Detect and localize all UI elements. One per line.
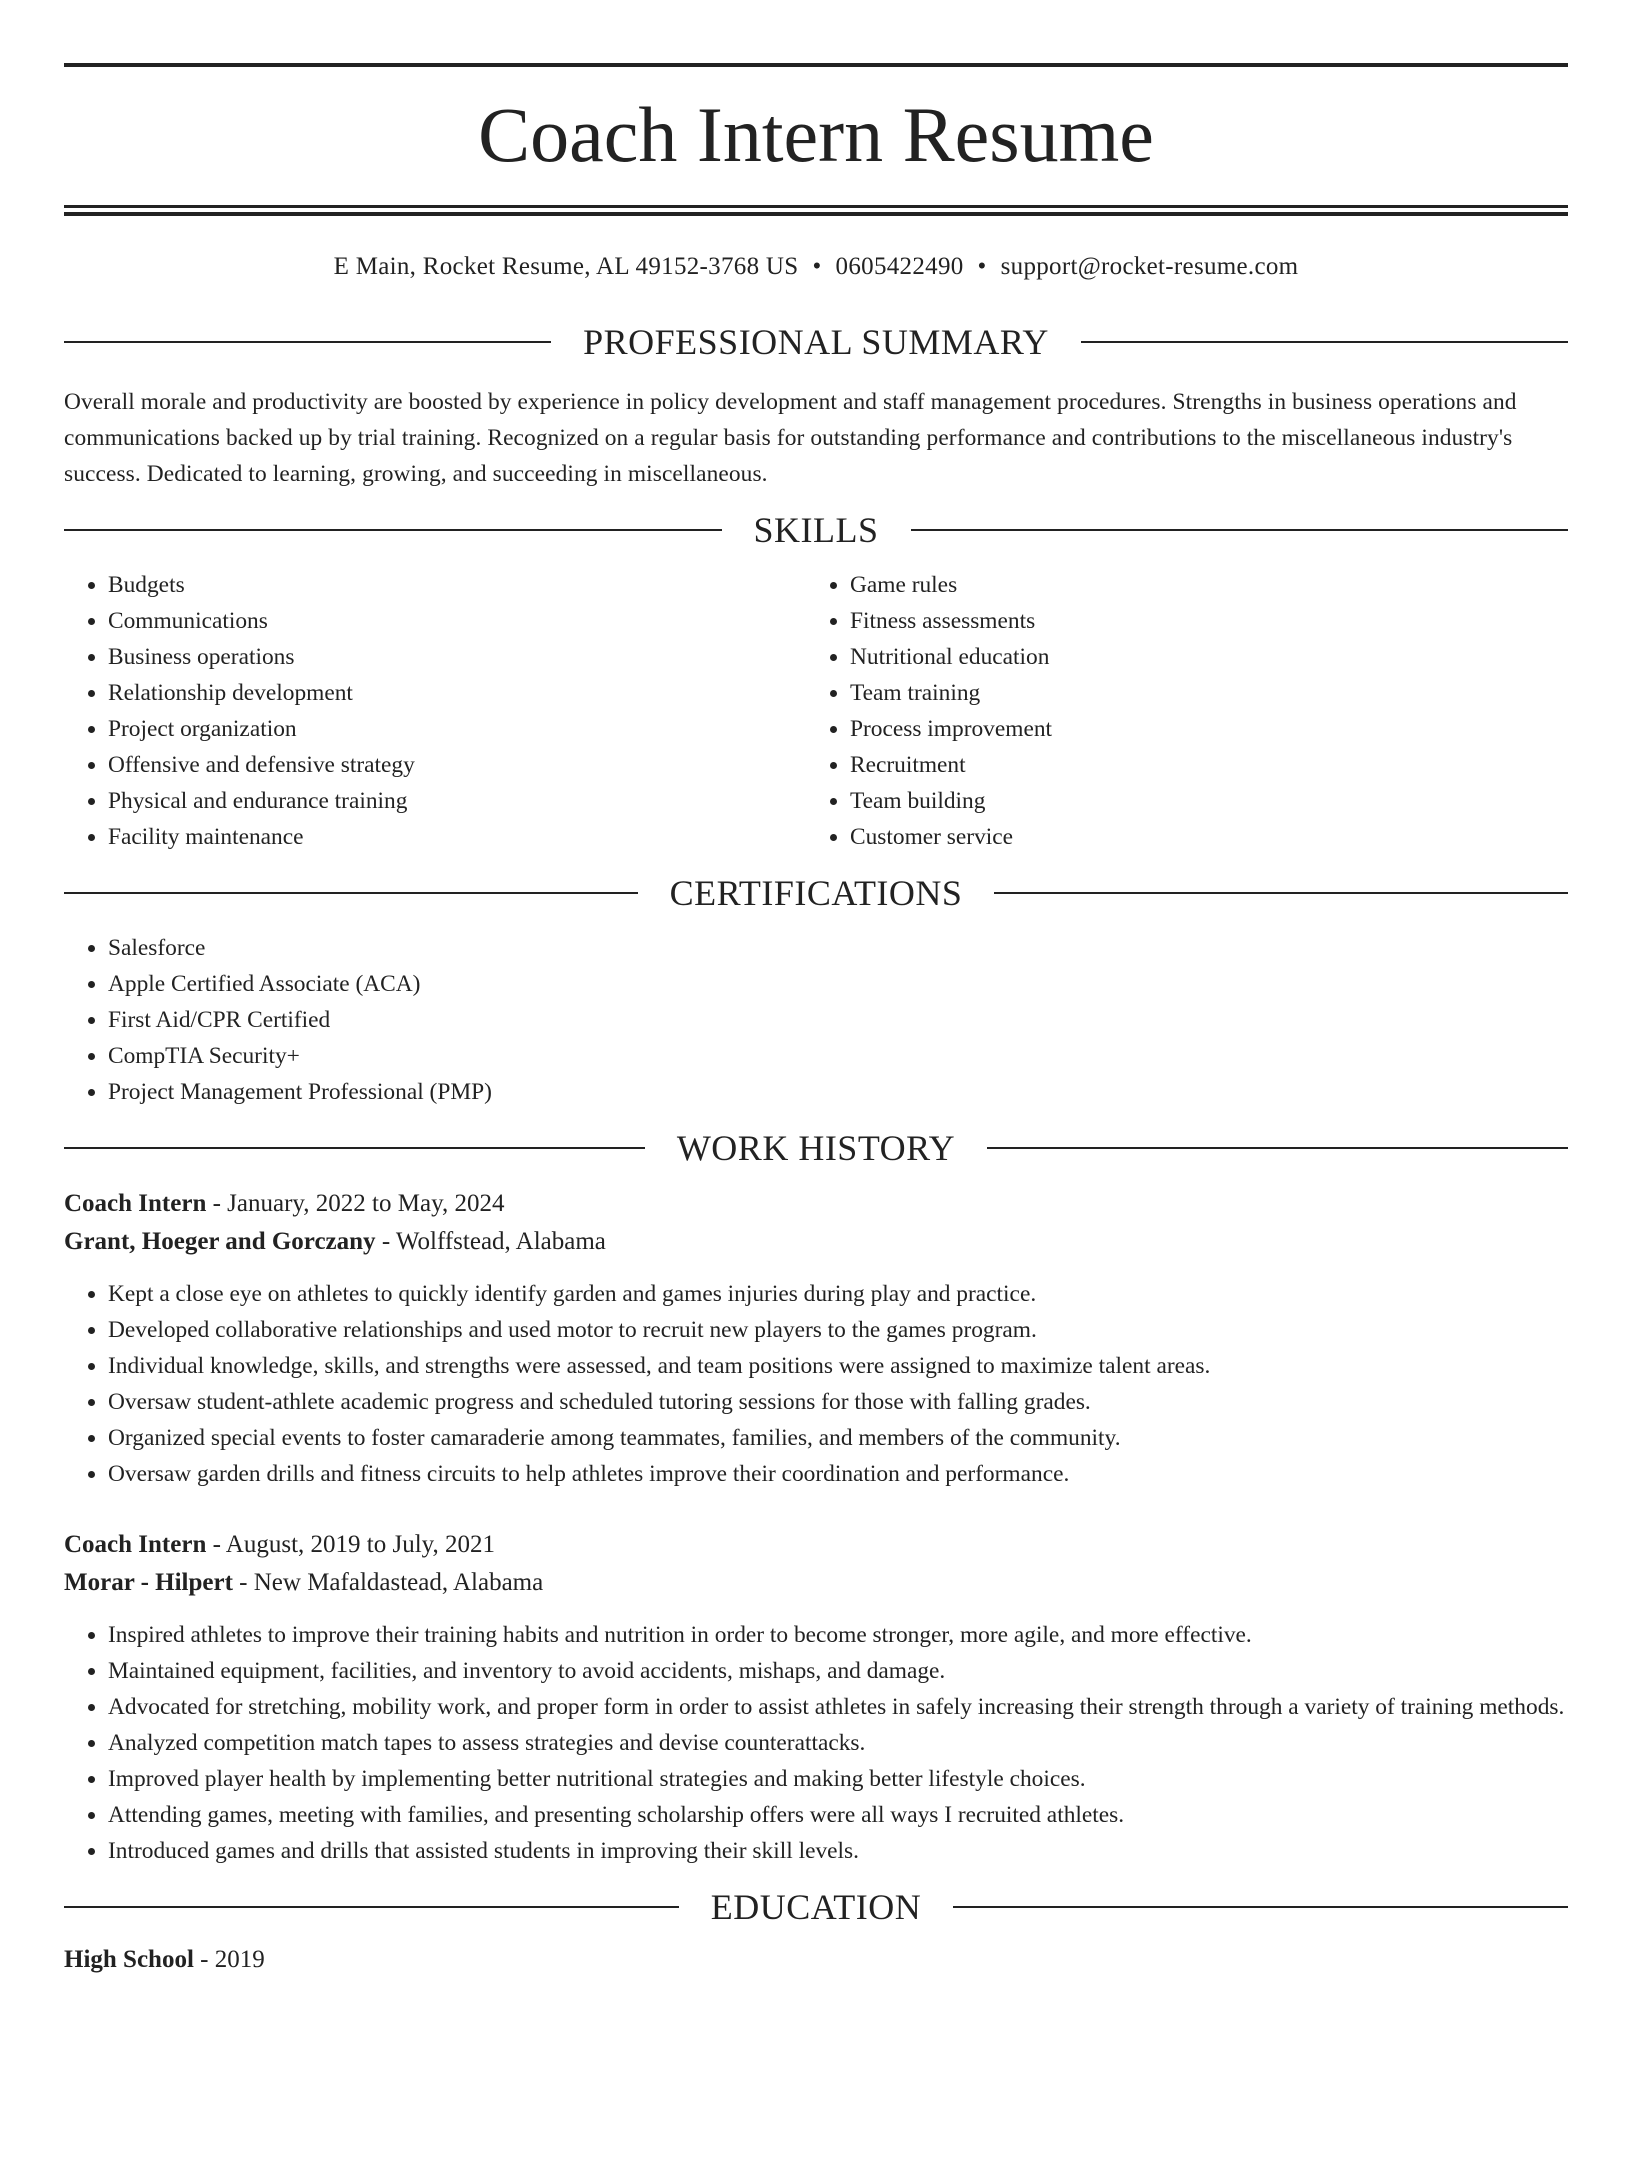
certification-item: • First Aid/CPR Certified	[108, 1002, 1568, 1038]
skill-item: • Recruitment	[850, 747, 1548, 783]
contact-line	[64, 252, 1568, 282]
job-duty: • Analyzed competition match tapes to assess strategies and devise counterattacks.	[108, 1725, 1568, 1761]
skills-list-left	[64, 567, 806, 855]
skill-item: • Game rules	[850, 567, 1548, 603]
job-dates: - August, 2019 to July, 2021	[206, 1531, 496, 1558]
heading-rule-left	[64, 1147, 645, 1149]
job-entry	[64, 1526, 1568, 1869]
skills-heading-text: SKILLS	[753, 510, 879, 550]
job-duty: • Oversaw student-athlete academic progress and scheduled tutoring sessions for those with falling grades.	[108, 1384, 1568, 1420]
skill-item: • Offensive and defensive strategy	[108, 747, 806, 783]
title-double-rule	[64, 205, 1568, 216]
job-duty: • Oversaw garden drills and fitness circuits to help athletes improve their coordination and performance.	[108, 1456, 1568, 1492]
skill-item: • Budgets	[108, 567, 806, 603]
skills-list-right	[806, 567, 1548, 855]
skill-item: • Business operations	[108, 639, 806, 675]
certification-item: • Salesforce	[108, 930, 1568, 966]
certification-item: • Apple Certified Associate (ACA)	[108, 966, 1568, 1002]
education-entry	[64, 1941, 1568, 1979]
contact-email: support@rocket-resume.com	[1000, 253, 1299, 280]
certification-item: • CompTIA Security+	[108, 1038, 1568, 1074]
job-company: Grant, Hoeger and Gorczany	[64, 1228, 376, 1255]
education-year: - 2019	[193, 1946, 265, 1973]
job-duty: • Maintained equipment, facilities, and inventory to avoid accidents, mishaps, and damage.	[108, 1653, 1568, 1689]
summary-heading-text: PROFESSIONAL SUMMARY	[583, 322, 1049, 362]
job-company-line	[64, 1564, 1568, 1602]
skill-item: • Facility maintenance	[108, 819, 806, 855]
job-entry	[64, 1185, 1568, 1492]
job-title-line	[64, 1185, 1568, 1223]
job-title: Coach Intern	[64, 1190, 207, 1217]
skills-heading	[64, 510, 1568, 550]
job-duty: • Introduced games and drills that assisted students in improving their skill levels.	[108, 1833, 1568, 1869]
skills-grid	[64, 567, 1568, 855]
job-company-line	[64, 1223, 1568, 1261]
job-duty: • Improved player health by implementing better nutritional strategies and making better lifestyle choices.	[108, 1761, 1568, 1797]
job-duties-list	[64, 1276, 1568, 1492]
contact-separator: •	[977, 253, 987, 280]
skill-item: • Team training	[850, 675, 1548, 711]
summary-heading	[64, 322, 1568, 362]
job-duties-list	[64, 1617, 1568, 1869]
education-heading-text: EDUCATION	[710, 1887, 922, 1927]
job-location: - Wolffstead, Alabama	[375, 1228, 606, 1255]
resume-page	[0, 63, 1632, 2175]
certifications-heading	[64, 873, 1568, 913]
job-location: - New Mafaldastead, Alabama	[232, 1569, 544, 1596]
heading-rule-left	[64, 341, 551, 343]
skill-item: • Physical and endurance training	[108, 783, 806, 819]
job-duty: • Developed collaborative relationships and used motor to recruit new players to the games program.	[108, 1312, 1568, 1348]
skill-item: • Relationship development	[108, 675, 806, 711]
job-dates: - January, 2022 to May, 2024	[206, 1190, 505, 1217]
job-title-line	[64, 1526, 1568, 1564]
job-duty: • Advocated for stretching, mobility work, and proper form in order to assist athletes in safely increasing their strength through a variety of training methods.	[108, 1689, 1568, 1725]
job-duty: • Individual knowledge, skills, and strengths were assessed, and team positions were assigned to maximize talent areas.	[108, 1348, 1568, 1384]
skill-item: • Nutritional education	[850, 639, 1548, 675]
heading-rule-left	[64, 1906, 679, 1908]
heading-rule-right	[994, 892, 1568, 894]
skill-item: • Fitness assessments	[850, 603, 1548, 639]
skill-item: • Customer service	[850, 819, 1548, 855]
heading-rule-right	[953, 1906, 1568, 1908]
page-title: Coach Intern Resume	[478, 91, 1154, 178]
contact-phone: 0605422490	[835, 253, 964, 280]
job-duty: • Organized special events to foster camaraderie among teammates, families, and members of the community.	[108, 1420, 1568, 1456]
job-company: Morar - Hilpert	[64, 1569, 233, 1596]
job-duty: • Inspired athletes to improve their training habits and nutrition in order to become stronger, more agile, and more effective.	[108, 1617, 1568, 1653]
skill-item: • Team building	[850, 783, 1548, 819]
certification-item: • Project Management Professional (PMP)	[108, 1074, 1568, 1110]
job-duty: • Kept a close eye on athletes to quickly identify garden and games injuries during play and practice.	[108, 1276, 1568, 1312]
contact-separator: •	[812, 253, 822, 280]
job-duty: • Attending games, meeting with families, and presenting scholarship offers were all ways I recruited athletes.	[108, 1797, 1568, 1833]
heading-rule-left	[64, 892, 638, 894]
heading-rule-right	[987, 1147, 1568, 1149]
job-title: Coach Intern	[64, 1531, 207, 1558]
summary-text: Overall morale and productivity are boosted by experience in policy development and staff management procedures. Strengths in business operations and communications backed up by trial training. Recognized on a regular basis for outstanding performance and contributions to the miscellaneous industry's success. Dedicated to learning, growing, and succeeding in miscellaneous.	[64, 389, 1517, 487]
work-heading	[64, 1128, 1568, 1168]
certifications-list	[64, 930, 1568, 1110]
heading-rule-right	[911, 529, 1569, 531]
education-heading	[64, 1887, 1568, 1927]
contact-address: E Main, Rocket Resume, AL 49152-3768 US	[333, 253, 799, 280]
education-degree: High School	[64, 1946, 194, 1973]
heading-rule-left	[64, 529, 722, 531]
skill-item: • Project organization	[108, 711, 806, 747]
skill-item: • Process improvement	[850, 711, 1548, 747]
work-heading-text: WORK HISTORY	[676, 1128, 956, 1168]
heading-rule-right	[1081, 341, 1568, 343]
skill-item: • Communications	[108, 603, 806, 639]
certifications-heading-text: CERTIFICATIONS	[669, 873, 963, 913]
